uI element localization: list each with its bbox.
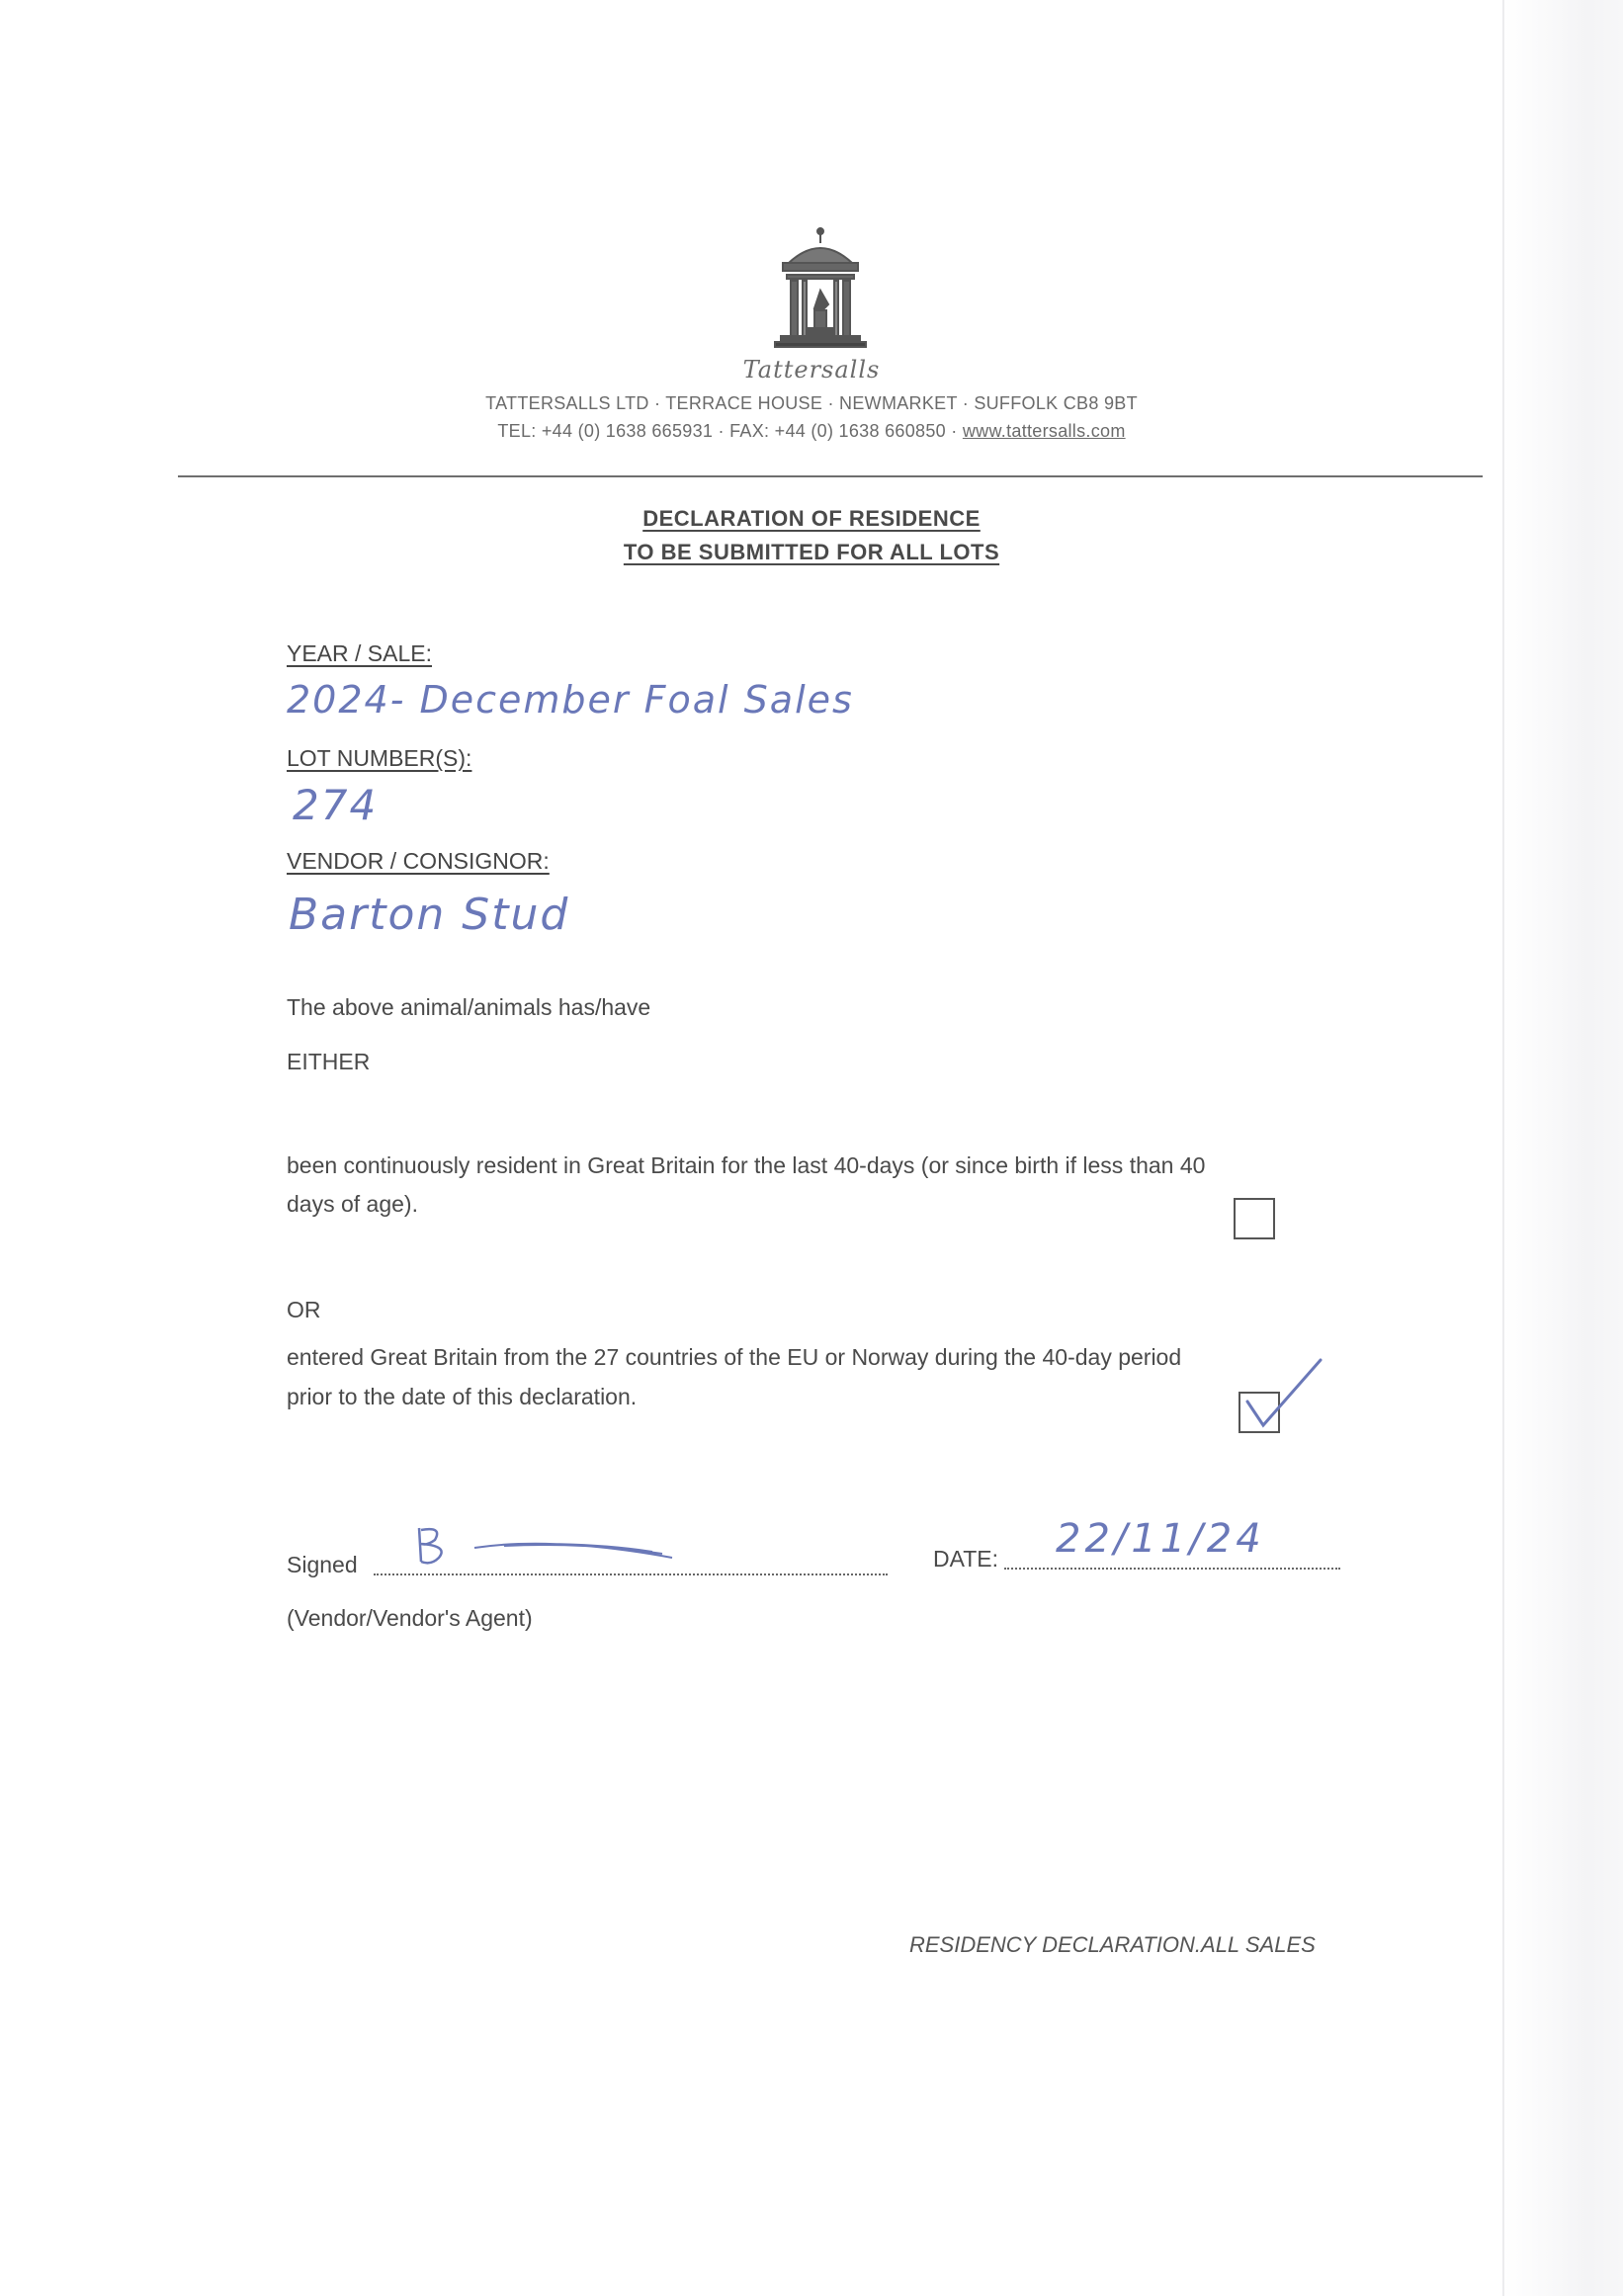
lot-number-label: LOT NUMBER(S): [287,745,472,771]
document-title: DECLARATION OF RESIDENCE [642,506,981,531]
option2-text-line2: prior to the date of this declaration. [287,1384,638,1409]
signed-label: Signed [287,1552,358,1577]
footer-reference: RESIDENCY DECLARATION.ALL SALES [909,1932,1316,1957]
rotunda-statue-logo [773,225,868,360]
year-sale-value[interactable]: 2024- December Foal Sales [287,678,854,722]
year-sale-label: YEAR / SALE: [287,640,433,666]
option1-text-line2: days of age). [287,1191,418,1217]
date-label: DATE: [933,1546,999,1572]
brand-name: Tattersalls [742,356,881,383]
signature-line [374,1573,888,1575]
signer-role: (Vendor/Vendor's Agent) [287,1605,533,1631]
signature-scribble [415,1522,692,1572]
check-mark-icon [1241,1356,1330,1435]
option1-text-line1: been continuously resident in Great Britain for the last 40-days (or since birth if less than 40 [287,1152,1206,1178]
date-line [1004,1568,1340,1570]
option1-checkbox[interactable] [1234,1198,1275,1239]
vendor-value[interactable]: Barton Stud [289,890,570,940]
scan-shadow [1504,0,1623,2296]
either-label: EITHER [287,1049,371,1074]
document-subtitle: TO BE SUBMITTED FOR ALL LOTS [623,540,1000,564]
statement-intro: The above animal/animals has/have [287,994,651,1020]
company-address: TATTERSALLS LTD · TERRACE HOUSE · NEWMARKET · SUFFOLK CB8 9BT [485,393,1138,413]
date-value[interactable]: 22/11/24 [1056,1516,1265,1562]
lot-number-value[interactable]: 274 [293,781,379,829]
header-divider [178,475,1483,477]
or-label: OR [287,1297,321,1322]
phone-fax: TEL: +44 (0) 1638 665931 · FAX: +44 (0) 1638 660850 · [497,421,963,441]
option2-text-line1: entered Great Britain from the 27 countries of the EU or Norway during the 40-day period [287,1344,1182,1370]
company-contact [0,421,1623,442]
website-link[interactable]: www.tattersalls.com [962,421,1126,441]
vendor-label: VENDOR / CONSIGNOR: [287,848,550,874]
